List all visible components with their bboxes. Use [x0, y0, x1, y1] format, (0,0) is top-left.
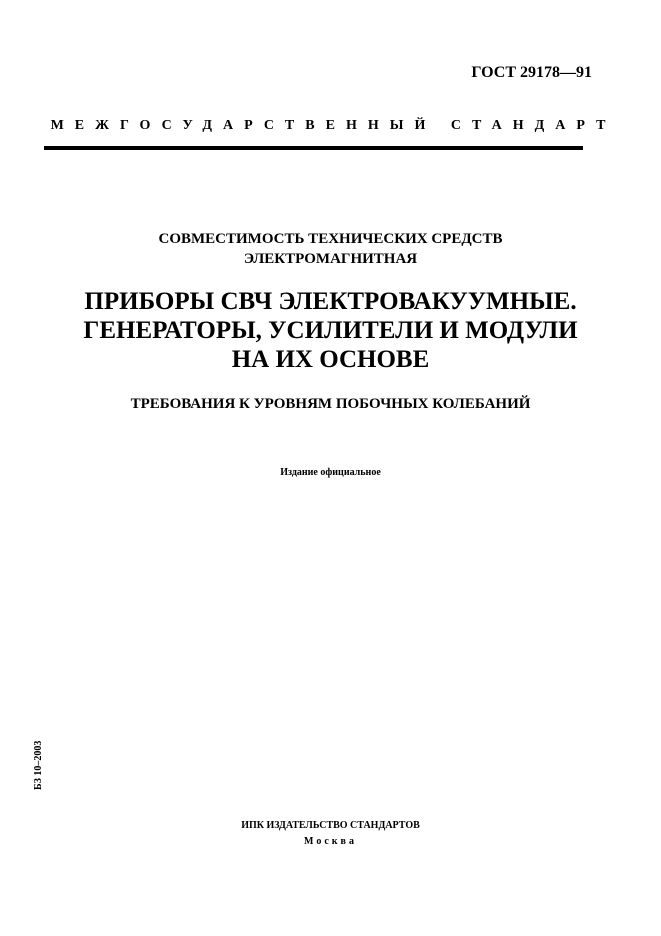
publisher-block — [0, 818, 661, 850]
publisher-city: Москва — [304, 836, 357, 847]
main-title — [0, 287, 661, 374]
main-title-line-3: НА ИХ ОСНОВЕ — [231, 346, 430, 373]
subtitle: ТРЕБОВАНИЯ К УРОВНЯМ ПОБОЧНЫХ КОЛЕБАНИЙ — [130, 396, 531, 412]
main-title-line-2: ГЕНЕРАТОРЫ, УСИЛИТЕЛИ И МОДУЛИ — [83, 317, 578, 344]
standard-type-label: МЕЖГОСУДАРСТВЕННЫЙ СТАНДАРТ — [50, 118, 617, 133]
main-title-line-1: ПРИБОРЫ СВЧ ЭЛЕКТРОВАКУУМНЫЕ. — [84, 288, 577, 315]
category-title-line-2: ЭЛЕКТРОМАГНИТНАЯ — [243, 251, 418, 267]
gost-number: ГОСТ 29178—91 — [471, 64, 592, 81]
edition-note: Издание официальное — [280, 467, 381, 478]
category-title — [0, 229, 661, 269]
publisher-name: ИПК ИЗДАТЕЛЬСТВО СТАНДАРТОВ — [241, 820, 420, 831]
category-title-line-1: СОВМЕСТИМОСТЬ ТЕХНИЧЕСКИХ СРЕДСТВ — [158, 231, 503, 247]
header-divider — [44, 146, 583, 150]
side-note: БЗ 10–2003 — [33, 740, 44, 790]
